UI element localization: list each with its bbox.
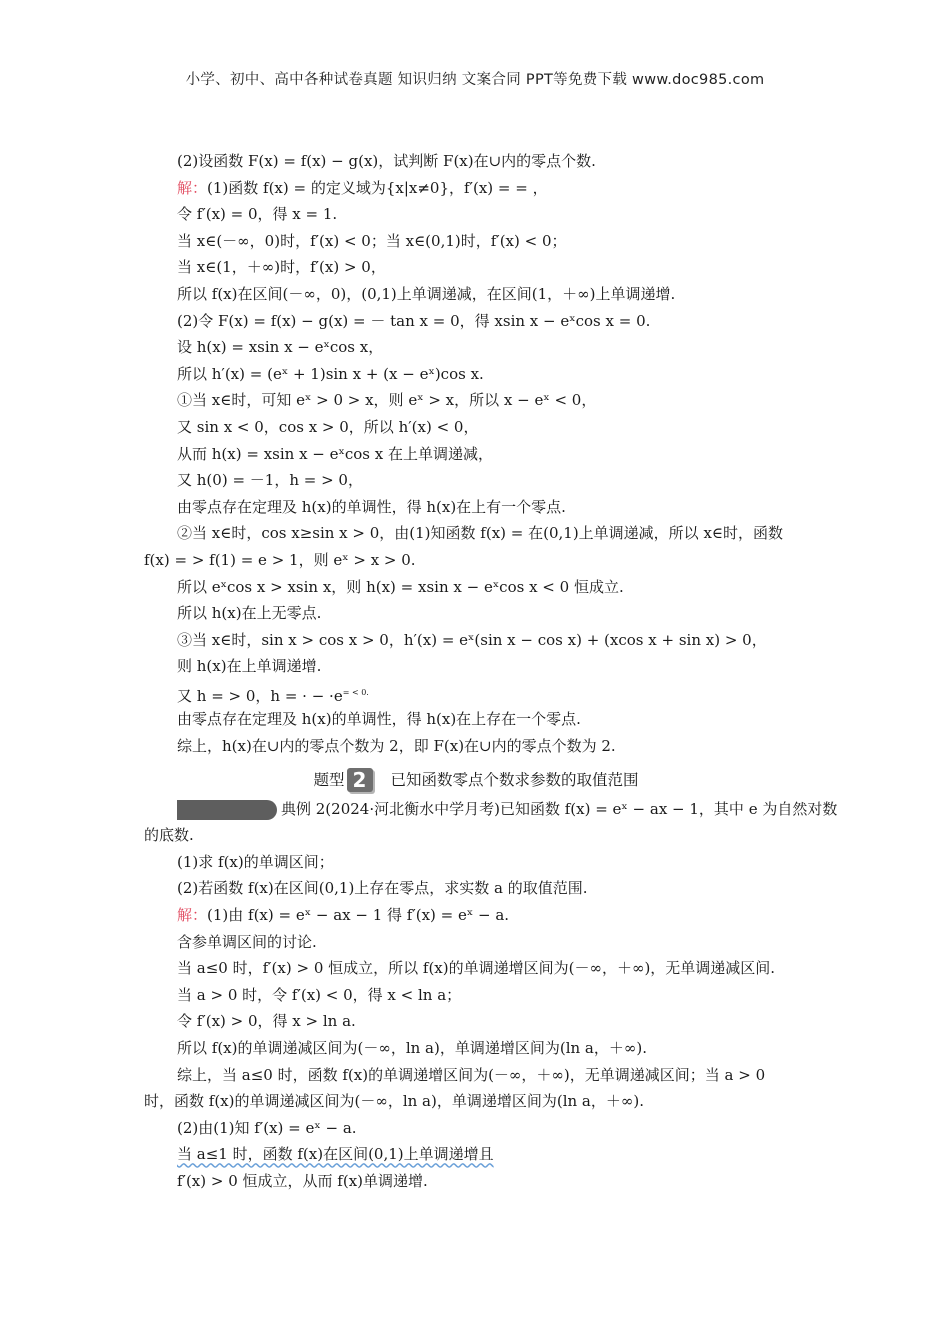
text-line: 由零点存在定理及 h(x)的单调性，得 h(x)在上存在一个零点. [177, 710, 581, 729]
text-line: 时，函数 f(x)的单调递减区间为(－∞，ln a)，单调递增区间为(ln a，＋∞). [144, 1092, 644, 1111]
solution-label: 解： [177, 906, 208, 925]
text-line: ②当 x∈时，cos x≥sin x > 0，由(1)知函数 f(x) = 在(0,1)上单调递减，所以 x∈时，函数 [177, 524, 784, 543]
text-line: 又 h(0) = －1，h = > 0， [177, 471, 363, 490]
text-line: 从而 h(x) = xsin x − eˣcos x 在上单调递减， [177, 444, 494, 463]
text-line: 综上，当 a≤0 时，函数 f(x)的单调递增区间为(－∞，＋∞)，无单调递减区间；当 a > 0 [177, 1065, 766, 1084]
text-line: f′(x) > 0 恒成立，从而 f(x)单调递增. [177, 1171, 428, 1190]
text-line: 则 h(x)在上单调递增. [177, 657, 322, 676]
text-line [144, 680, 808, 707]
text-line: 含参单调区间的讨论. [177, 932, 317, 951]
text-line: 当 a > 0 时，令 f′(x) < 0，得 x < ln a； [177, 985, 462, 1004]
text-line: 当 x∈(1，＋∞)时，f′(x) > 0， [177, 258, 386, 277]
example-tag-bar [177, 800, 277, 820]
text-line [144, 175, 808, 202]
text-line: 令 f′(x) = 0，得 x = 1. [177, 205, 338, 224]
text-line: (1)求 f(x)的单调区间； [177, 852, 334, 871]
text-line: 当 x∈(－∞，0)时，f′(x) < 0；当 x∈(0,1)时，f′(x) < 0； [177, 231, 567, 250]
example-text: 典例 2(2024·河北衡水中学月考)已知函数 f(x) = eˣ − ax − 1，其中 e 为自然对数 [281, 799, 838, 818]
text-line: 令 f′(x) > 0，得 x > ln a. [177, 1012, 356, 1031]
text-line: 设 h(x) = xsin x − eˣcos x， [177, 338, 384, 357]
example-line [144, 796, 838, 823]
text-line: (2)令 F(x) = f(x) − g(x) = － tan x = 0，得 xsin x − eˣcos x = 0. [177, 311, 651, 330]
text-line: 当 a≤0 时，f′(x) > 0 恒成立，所以 f(x)的单调递增区间为(－∞，＋∞)，无单调递减区间. [177, 959, 776, 978]
text-line: 所以 f(x)在区间(－∞，0)，(0,1)上单调递减，在区间(1，＋∞)上单调递增. [177, 284, 676, 303]
page-header-banner: 小学、初中、高中各种试卷真题 知识归纳 文案合同 PPT等免费下载 www.doc985.com [185, 72, 765, 88]
section-heading [144, 764, 808, 796]
text-line: 的底数. [144, 826, 194, 845]
type-number-badge: 2 [347, 768, 373, 792]
text-line: f(x) = > f(1) = e > 1，则 eˣ > x > 0. [144, 550, 416, 569]
text-line-content: 又 h = > 0，h = · − ·e [177, 686, 343, 705]
text-line: 所以 h′(x) = (eˣ + 1)sin x + (x − eˣ)cos x. [177, 364, 484, 383]
text-line: 综上，h(x)在∪内的零点个数为 2，即 F(x)在∪内的零点个数为 2. [177, 737, 616, 756]
text-line-content: 当 a≤1 时，函数 f(x)在区间(0,1)上单调递增且 [177, 1145, 494, 1164]
document-body [144, 148, 838, 1195]
text-line [144, 902, 808, 929]
text-line: ③当 x∈时，sin x > cos x > 0，h′(x) = eˣ(sin x − cos x) + (xcos x + sin x) > 0， [177, 630, 767, 649]
text-line: (2)设函数 F(x) = f(x) − g(x)，试判断 F(x)在∪内的零点个数. [177, 152, 596, 170]
text-line: ①当 x∈时，可知 eˣ > 0 > x，则 eˣ > x，所以 x − eˣ < 0， [177, 391, 597, 410]
text-line: 所以 h(x)在上无零点. [177, 604, 322, 623]
text-line: 又 sin x < 0，cos x > 0，所以 h′(x) < 0， [177, 417, 479, 436]
heading-title: 已知函数零点个数求参数的取值范围 [390, 770, 639, 789]
heading-prefix: 题型 [313, 770, 345, 789]
superscript: = < 0. [342, 687, 369, 697]
text-line-content: (1)函数 f(x) = 的定义域为{x|x≠0}，f′(x) = = ， [207, 178, 548, 197]
text-line: 所以 eˣcos x > xsin x，则 h(x) = xsin x − eˣcos x < 0 恒成立. [177, 577, 624, 596]
text-line-content: (1)由 f(x) = eˣ − ax − 1 得 f′(x) = eˣ − a. [207, 906, 510, 925]
text-line [144, 1141, 808, 1168]
solution-label: 解： [177, 178, 208, 197]
text-line: (2)若函数 f(x)在区间(0,1)上存在零点，求实数 a 的取值范围. [177, 879, 588, 898]
text-line: 由零点存在定理及 h(x)的单调性，得 h(x)在上有一个零点. [177, 497, 566, 516]
text-line: (2)由(1)知 f′(x) = eˣ − a. [177, 1118, 357, 1137]
text-line: 所以 f(x)的单调递减区间为(－∞，ln a)，单调递增区间为(ln a，＋∞). [177, 1039, 647, 1057]
